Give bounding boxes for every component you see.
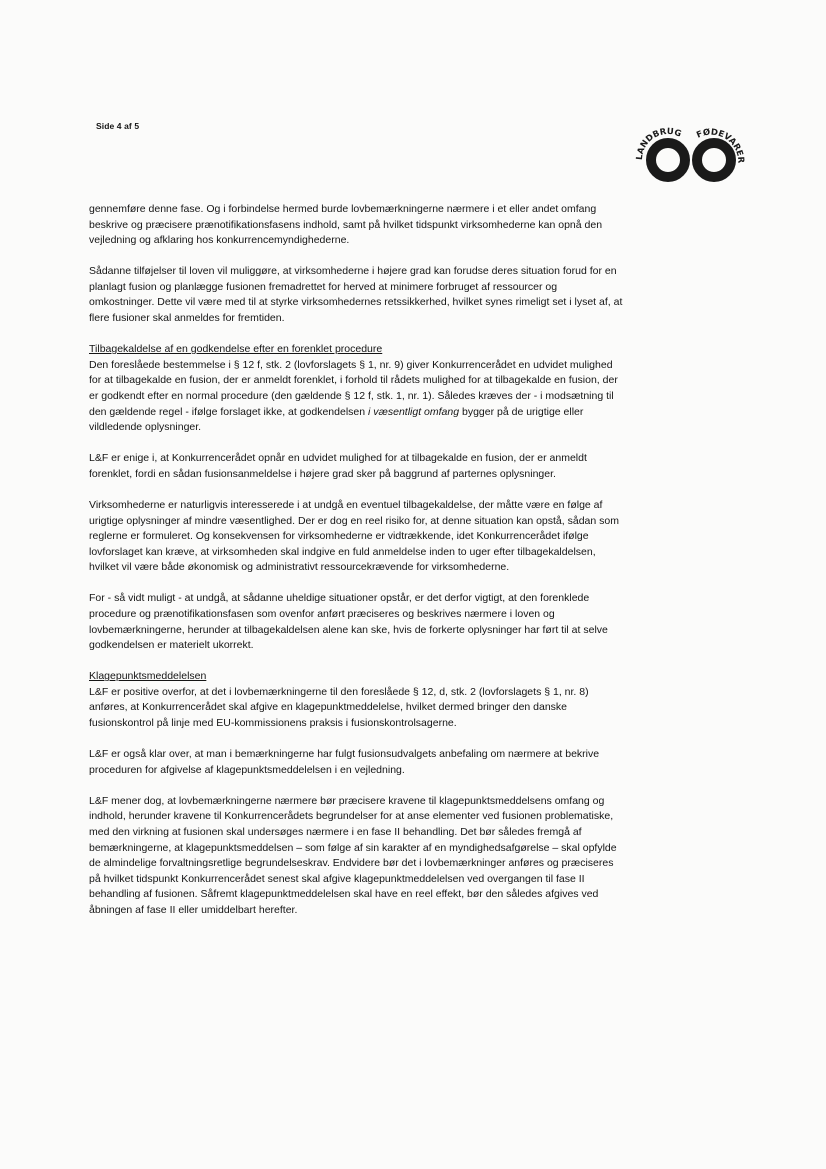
section-heading-tilbagekaldelse: Tilbagekaldelse af en godkendelse efter en forenklet procedure bbox=[89, 343, 383, 356]
paragraph: For - så vidt muligt - at undgå, at sådanne uheldige situationer opstår, er det derfor vigtigt, at den forenklede procedure og prænotifikationsfasen som ovenfor anført præciseres og beskrives nærmere i loven og lovbemærkningerne, herunder at tilbagekaldelsen alene kan ske, hvis de forkerte oplysninger har ført til at selve godkendelsen er materielt ukorrekt. bbox=[89, 592, 608, 652]
landbrug-foedevarer-logo bbox=[632, 116, 752, 190]
logo-text-right: FØDEVARER bbox=[695, 127, 746, 164]
paragraph: Sådanne tilføjelser til loven vil muliggøre, at virksomhederne i højere grad kan forudse deres situation forud for en planlagt fusion og planlægge fusionen fremadrettet for herved at minimere forbruget af ressourcer og omkostninger. Dette vil være med til at styrke virksomhedernes retssikkerhed, hvilket synes rimeligt set i lyset af, at flere fusioner skal anmeldes for fremtiden. bbox=[89, 265, 623, 325]
paragraph: L&F mener dog, at lovbemærkningerne nærmere bør præcisere kravene til klagepunktsmeddelsens omfang og indhold, herunder kravene til Konkurrencerådets begrundelser for at anse elementer ved fusionen problematiske, med den virkning at fusionen skal undersøges nærmere i en fase II behandling. Det bør således fremgå af bemærkningerne, at klagepunktsmeddelsen – som følge af sin karakter af en myndighedsafgørelse – skal opfylde de almindelige forvaltningsretlige begrundelseskrav. Endvidere bør det i lovbemærkninger anføres og præciseres på hvilket tidspunkt Konkurrencerådet senest skal afgive klagepunktmeddelelsen ved overgangen til fase II behandling af fusionen. Såfremt klagepunktmeddelelsen skal have en reel effekt, bør den således afgives ved åbningen af fase II eller umiddelbart herefter. bbox=[89, 794, 617, 916]
section-heading-klagepunkt: Klagepunktsmeddelelsen bbox=[89, 670, 207, 683]
logo-ring-left bbox=[651, 143, 685, 177]
paragraph: Den foreslåede bestemmelse i § 12 f, stk. 2 (lovforslagets § 1, nr. 9) giver Konkurrencerådet en udvidet mulighed for at tilbagekalde en fusion, der er anmeldt forenklet, i forhold til rådets mulighed for at tilbagekalde en fusion, der er godkendt efter en normal procedure (den gældende § 12 f, stk. 1, nr. 1). Således kræves der - i modsætning til den gældende regel - ifølge forslaget ikke, at godkendelsen i væsentligt omfang bygger på de urigtige eller vildledende oplysninger. bbox=[89, 358, 618, 434]
page-number: Side 4 af 5 bbox=[96, 121, 140, 131]
logo-text-left: LANDBRUG bbox=[634, 126, 683, 161]
paragraph: Virksomhederne er naturligvis interesserede i at undgå en eventuel tilbagekaldelse, der måtte være en følge af urigtige oplysninger af mindre væsentlighed. Der er dog en reel risiko for, at denne situation kan opstå, sådan som reglerne er formuleret. Og konsekvensen for virksomhederne er vidtrækkende, idet Konkurrencerådet ifølge lovforslaget kan kræve, at virksomheden skal indgive en fuld anmeldelse inden to uger efter tilbagekaldelsen, hvilket vil være både økonomisk og administrativt ressourcekrævende for virksomhederne. bbox=[89, 498, 619, 574]
logo-ring-right bbox=[697, 143, 731, 177]
paragraph: L&F er også klar over, at man i bemærkningerne har fulgt fusionsudvalgets anbefaling om nærmere at bekrive proceduren for afgivelse af klagepunktsmeddelelsen i en vejledning. bbox=[89, 748, 600, 776]
paragraph: gennemføre denne fase. Og i forbindelse hermed burde lovbemærkningerne nærmere i et eller andet omfang beskrive og præcisere prænotifikationsfasens indhold, samt på hvilket tidspunkt virksomhederne kan opnå den vejledning og afklaring hos konkurrencemyndighederne. bbox=[89, 203, 603, 247]
paragraph: L&F er positive overfor, at det i lovbemærkningerne til den foreslåede § 12, d, stk. 2 (lovforslagets § 1, nr. 8) anføres, at Konkurrencerådet skal afgive en klagepunktmeddelelse, hvilket dermed bringer den danske fusionskontrol på linje med EU-kommissionens praksis i fusionskontrolsagerne. bbox=[89, 685, 589, 730]
document-body bbox=[89, 202, 625, 934]
paragraph: L&F er enige i, at Konkurrencerådet opnår en udvidet mulighed for at tilbagekalde en fusion, der er anmeldt forenklet, fordi en sådan fusionsanmeldelse i højere grad sker på baggrund af parternes oplysninger. bbox=[89, 452, 587, 480]
emphasis-text: i væsentligt omfang bbox=[368, 405, 460, 418]
